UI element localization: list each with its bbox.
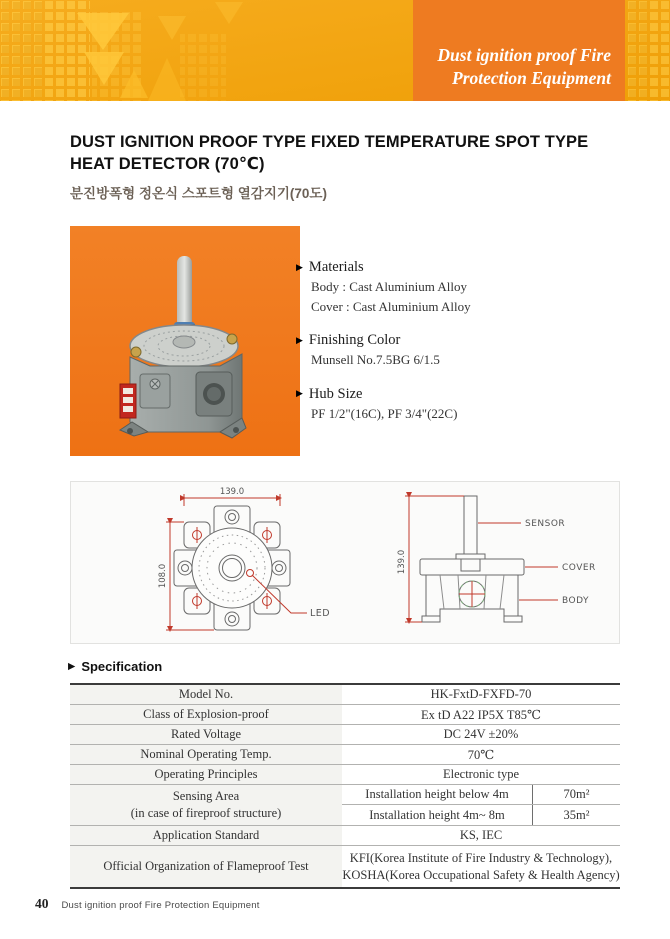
row-label: Operating Principles — [70, 765, 342, 784]
row-value: HK-FxtD-FXFD-70 — [430, 687, 532, 701]
title-line-2: HEAT DETECTOR (70℃) — [70, 155, 265, 173]
table-row — [70, 826, 620, 846]
info-section-hub-size — [296, 386, 596, 423]
hub-size-heading-label: Hub Size — [308, 385, 363, 402]
row-value: 70℃ — [467, 747, 495, 762]
specification-heading — [68, 659, 162, 674]
install-height-condition: Installation height below 4m — [365, 787, 509, 801]
front-view-drawing — [81, 482, 361, 645]
table-row — [70, 705, 620, 725]
bullet-icon: ▶ — [68, 661, 76, 672]
page-subtitle-korean: 분진방폭형 정온식 스포트형 열감지기(70도) — [70, 186, 327, 201]
banner-line-1: Dust ignition proof Fire — [437, 45, 611, 65]
bullet-icon: ▶ — [296, 335, 303, 346]
led-label: LED — [310, 608, 331, 619]
product-info — [296, 259, 596, 439]
row-value: DC 24V ±20% — [443, 727, 519, 741]
page-footer — [35, 896, 260, 912]
banner-line-2: Protection Equipment — [452, 68, 611, 88]
bullet-icon: ▶ — [296, 389, 303, 399]
table-row — [70, 725, 620, 745]
sensing-subrow — [342, 805, 620, 825]
sensing-subrow — [342, 785, 620, 805]
page-header — [0, 0, 670, 101]
row-value: Electronic type — [442, 767, 519, 781]
finishing-color-line: Munsell No.7.5BG 6/1.5 — [311, 352, 440, 367]
flameproof-value-line1: KFI(Korea Institute of Fire Industry & Technology), — [349, 850, 613, 865]
row-label: Application Standard — [70, 826, 342, 845]
flameproof-value-line2: KOSHA(Korea Occupational Safety & Health Agency) — [342, 867, 620, 882]
sensing-area-label — [70, 785, 342, 825]
bullet-icon: ▶ — [296, 262, 303, 273]
technical-drawings-panel — [70, 481, 620, 644]
table-row — [70, 745, 620, 765]
row-label: Nominal Operating Temp. — [70, 745, 342, 764]
materials-heading — [296, 259, 596, 276]
flameproof-value — [342, 846, 620, 887]
materials-heading-label: Materials — [308, 259, 364, 275]
page-number: 40 — [35, 896, 49, 911]
row-label: Model No. — [70, 685, 342, 704]
title-line-1: DUST IGNITION PROOF TYPE FIXED TEMPERATURE SPOT TYPE — [70, 133, 589, 151]
row-value: KS, IEC — [459, 828, 503, 842]
table-row — [70, 685, 620, 705]
product-photo — [70, 226, 300, 456]
area-value: 35m² — [532, 805, 620, 825]
cover-label: COVER — [562, 563, 596, 573]
table-row — [70, 765, 620, 785]
materials-cover-line: Cover : Cast Aluminium Alloy — [311, 298, 471, 314]
header-banner-title — [413, 44, 611, 90]
table-row-flameproof-test — [70, 846, 620, 887]
finishing-color-heading-label: Finishing Color — [308, 332, 401, 348]
page-title — [70, 131, 610, 175]
install-height-condition: Installation height 4m~ 8m — [369, 807, 505, 822]
sensing-area-values — [342, 785, 620, 825]
specification-heading-label: Specification — [81, 659, 163, 674]
front-width-dimension: 139.0 — [219, 487, 245, 497]
title-block — [70, 131, 610, 202]
sensing-area-label-line2: (in case of fireproof structure) — [130, 806, 282, 820]
finishing-color-heading — [296, 332, 596, 349]
side-view-drawing — [361, 482, 611, 645]
hub-size-line: PF 1/2"(16C), PF 3/4"(22C) — [311, 405, 458, 421]
front-height-dimension: 108.0 — [158, 563, 168, 589]
row-label: Official Organization of Flameproof Test — [70, 846, 342, 887]
info-section-materials — [296, 259, 596, 315]
row-label: Rated Voltage — [70, 725, 342, 744]
hub-size-heading — [296, 386, 596, 403]
materials-body-line: Body : Cast Aluminium Alloy — [311, 279, 468, 294]
row-label: Class of Explosion-proof — [70, 705, 342, 724]
product-illustration — [70, 226, 300, 456]
row-value: Ex tD A22 IP5X T85℃ — [420, 707, 541, 722]
footer-text: Dust ignition proof Fire Protection Equipment — [61, 900, 260, 911]
table-row-sensing-area — [70, 785, 620, 826]
sensing-area-label-line1: Sensing Area — [172, 789, 240, 803]
area-value: 70m² — [532, 785, 620, 804]
info-section-finishing-color — [296, 332, 596, 369]
sensor-label: SENSOR — [525, 519, 566, 529]
specification-table — [70, 683, 620, 889]
side-height-dimension: 139.0 — [397, 549, 407, 575]
body-label: BODY — [562, 596, 590, 606]
